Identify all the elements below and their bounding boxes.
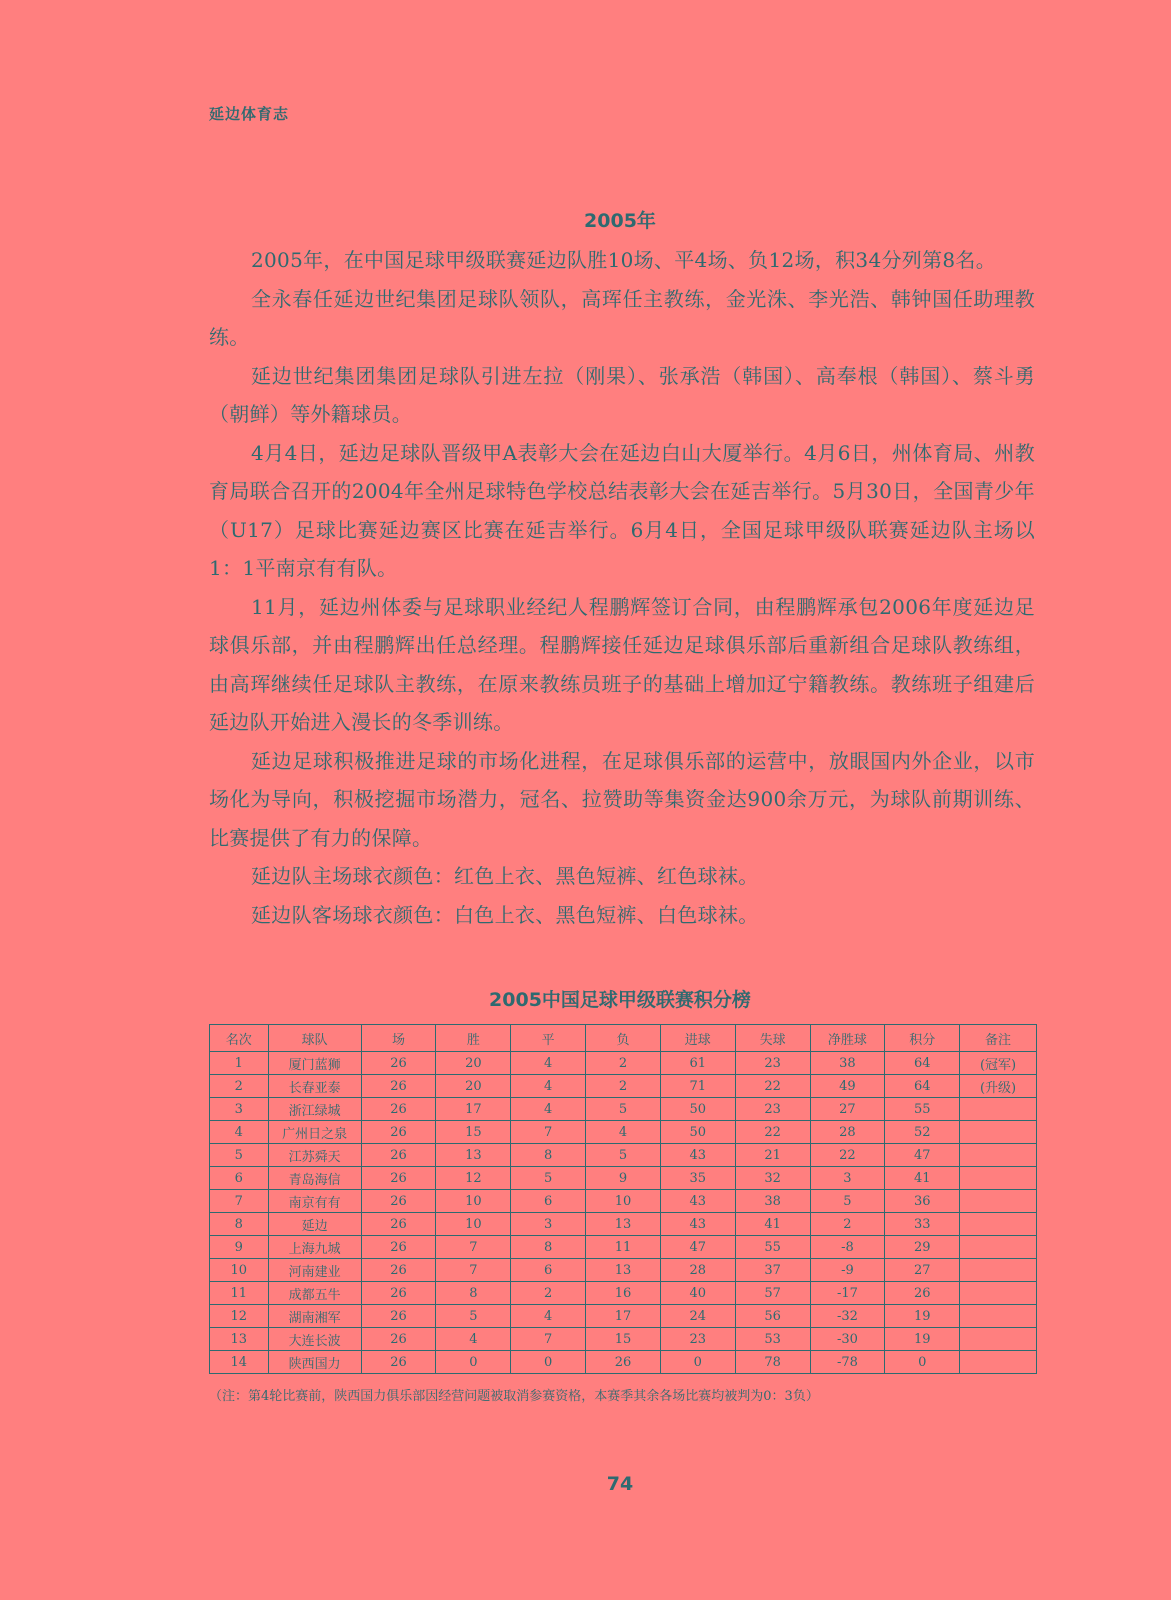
table-cell: 4 <box>210 1121 269 1144</box>
table-cell: 0 <box>885 1351 960 1374</box>
table-cell: 8 <box>511 1236 586 1259</box>
table-cell: 陕西国力 <box>268 1351 361 1374</box>
table-cell: 29 <box>885 1236 960 1259</box>
table-row <box>210 1052 1037 1075</box>
table-cell: 3 <box>810 1167 885 1190</box>
table-cell: 26 <box>361 1098 436 1121</box>
table-cell: 2 <box>586 1052 661 1075</box>
standings-table <box>209 1024 1037 1374</box>
table-cell: 13 <box>586 1213 661 1236</box>
table-cell: 71 <box>660 1075 735 1098</box>
table-cell: 24 <box>660 1305 735 1328</box>
table-cell: 41 <box>885 1167 960 1190</box>
table-row <box>210 1167 1037 1190</box>
table-cell: 0 <box>436 1351 511 1374</box>
table-cell: 47 <box>885 1144 960 1167</box>
running-header: 延边体育志 <box>209 105 290 123</box>
table-cell <box>960 1305 1037 1328</box>
paragraph: 全永春任延边世纪集团足球队领队，高珲任主教练，金光洙、李光浩、韩钟国任助理教练。 <box>209 286 1035 349</box>
table-cell <box>960 1121 1037 1144</box>
table-cell: 13 <box>436 1144 511 1167</box>
table-cell: 7 <box>511 1121 586 1144</box>
table-cell: 10 <box>436 1213 511 1236</box>
paragraph: 延边队主场球衣颜色：红色上衣、黑色短裤、红色球袜。 <box>251 864 759 888</box>
column-header: 进球 <box>660 1025 735 1052</box>
table-cell: 38 <box>735 1190 810 1213</box>
table-cell: 50 <box>660 1098 735 1121</box>
table-cell: 6 <box>511 1190 586 1213</box>
table-cell: 厦门蓝狮 <box>268 1052 361 1075</box>
table-cell: 52 <box>885 1121 960 1144</box>
table-cell: -17 <box>810 1282 885 1305</box>
table-cell: 成都五牛 <box>268 1282 361 1305</box>
table-cell: 青岛海信 <box>268 1167 361 1190</box>
table-cell: 26 <box>361 1305 436 1328</box>
table-cell: 5 <box>586 1098 661 1121</box>
table-row <box>210 1213 1037 1236</box>
table-cell: 17 <box>586 1305 661 1328</box>
table-cell: 47 <box>660 1236 735 1259</box>
table-cell: 61 <box>660 1052 735 1075</box>
table-cell: 10 <box>436 1190 511 1213</box>
table-cell: 20 <box>436 1052 511 1075</box>
table-cell: 43 <box>660 1144 735 1167</box>
table-cell: 3 <box>210 1098 269 1121</box>
table-cell: -30 <box>810 1328 885 1351</box>
table-row <box>210 1236 1037 1259</box>
table-cell: 23 <box>660 1328 735 1351</box>
table-row <box>210 1282 1037 1305</box>
table-cell: 32 <box>735 1167 810 1190</box>
table-cell: 49 <box>810 1075 885 1098</box>
page-number: 74 <box>606 1473 634 1495</box>
table-cell: 7 <box>436 1236 511 1259</box>
column-header: 胜 <box>436 1025 511 1052</box>
table-cell: 7 <box>511 1328 586 1351</box>
table-note: （注：第4轮比赛前，陕西国力俱乐部因经营问题被取消参赛资格，本赛季其余各场比赛均被判为0：3负） <box>209 1389 819 1404</box>
table-cell: 5 <box>810 1190 885 1213</box>
table-cell: -78 <box>810 1351 885 1374</box>
table-cell: 57 <box>735 1282 810 1305</box>
table-cell: 2 <box>586 1075 661 1098</box>
table-cell <box>960 1167 1037 1190</box>
table-cell: 41 <box>735 1213 810 1236</box>
table-cell: 5 <box>436 1305 511 1328</box>
table-cell: 26 <box>361 1167 436 1190</box>
table-row <box>210 1328 1037 1351</box>
table-cell <box>960 1144 1037 1167</box>
table-cell <box>960 1328 1037 1351</box>
table-cell: 26 <box>361 1351 436 1374</box>
table-cell: (升级) <box>960 1075 1037 1098</box>
table-cell: 53 <box>735 1328 810 1351</box>
table-cell: 26 <box>361 1075 436 1098</box>
table-cell: 16 <box>586 1282 661 1305</box>
table-cell: 38 <box>810 1052 885 1075</box>
table-cell: 37 <box>735 1259 810 1282</box>
table-cell: 64 <box>885 1052 960 1075</box>
column-header: 净胜球 <box>810 1025 885 1052</box>
table-cell: 21 <box>735 1144 810 1167</box>
table-cell: 23 <box>735 1098 810 1121</box>
table-cell: -8 <box>810 1236 885 1259</box>
table-cell: 2 <box>511 1282 586 1305</box>
table-cell: 上海九城 <box>268 1236 361 1259</box>
table-cell: 2 <box>210 1075 269 1098</box>
table-cell: 19 <box>885 1305 960 1328</box>
table-cell: 22 <box>735 1075 810 1098</box>
table-cell: -9 <box>810 1259 885 1282</box>
table-cell: 78 <box>735 1351 810 1374</box>
column-header: 平 <box>511 1025 586 1052</box>
table-cell: 11 <box>210 1282 269 1305</box>
table-cell: 4 <box>436 1328 511 1351</box>
table-cell: 0 <box>660 1351 735 1374</box>
table-cell: 9 <box>586 1167 661 1190</box>
table-cell: 26 <box>361 1052 436 1075</box>
table-row <box>210 1190 1037 1213</box>
table-cell: 大连长波 <box>268 1328 361 1351</box>
table-cell: 26 <box>361 1144 436 1167</box>
table-cell: 26 <box>361 1328 436 1351</box>
table-cell: 35 <box>660 1167 735 1190</box>
table-cell <box>960 1098 1037 1121</box>
table-cell: 55 <box>735 1236 810 1259</box>
table-cell: 20 <box>436 1075 511 1098</box>
table-cell: 湖南湘军 <box>268 1305 361 1328</box>
table-row <box>210 1259 1037 1282</box>
table-cell: 17 <box>436 1098 511 1121</box>
table-cell: 26 <box>361 1259 436 1282</box>
column-header: 负 <box>586 1025 661 1052</box>
table-cell: 33 <box>885 1213 960 1236</box>
table-cell: 19 <box>885 1328 960 1351</box>
table-cell: 5 <box>586 1144 661 1167</box>
table-cell <box>960 1259 1037 1282</box>
table-cell: 26 <box>361 1121 436 1144</box>
table-cell: 江苏舜天 <box>268 1144 361 1167</box>
section-title: 2005年 <box>584 210 656 232</box>
table-cell: 23 <box>735 1052 810 1075</box>
table-cell: 28 <box>810 1121 885 1144</box>
table-cell: 56 <box>735 1305 810 1328</box>
table-cell: 9 <box>210 1236 269 1259</box>
table-cell: 26 <box>361 1213 436 1236</box>
table-cell: 43 <box>660 1190 735 1213</box>
table-cell: 26 <box>361 1190 436 1213</box>
table-cell: 浙江绿城 <box>268 1098 361 1121</box>
table-cell: 2 <box>810 1213 885 1236</box>
table-cell: 3 <box>511 1213 586 1236</box>
table-cell: 12 <box>210 1305 269 1328</box>
table-cell: 15 <box>586 1328 661 1351</box>
table-title: 2005中国足球甲级联赛积分榜 <box>489 989 751 1011</box>
table-cell: 43 <box>660 1213 735 1236</box>
column-header: 备注 <box>960 1025 1037 1052</box>
table-cell: 26 <box>586 1351 661 1374</box>
table-cell: (冠军) <box>960 1052 1037 1075</box>
table-cell <box>960 1190 1037 1213</box>
column-header: 积分 <box>885 1025 960 1052</box>
table-cell: 50 <box>660 1121 735 1144</box>
table-cell: 28 <box>660 1259 735 1282</box>
table-cell: 河南建业 <box>268 1259 361 1282</box>
table-header-row <box>210 1025 1037 1052</box>
table-cell: 延边 <box>268 1213 361 1236</box>
table-cell: 26 <box>361 1236 436 1259</box>
paragraph: 4月4日，延边足球队晋级甲A表彰大会在延边白山大厦举行。4月6日，州体育局、州教育局联合召开的2004年全州足球特色学校总结表彰大会在延吉举行。5月30日，全国青少年（U17）足球比赛延边赛区比赛在延吉举行。6月4日，全国足球甲级队联赛延边队主场以1：1平南京有有队。 <box>209 440 1035 580</box>
table-cell: 26 <box>361 1282 436 1305</box>
table-cell: 6 <box>511 1259 586 1282</box>
table-cell: 8 <box>436 1282 511 1305</box>
paragraph: 11月，延边州体委与足球职业经纪人程鹏辉签订合同，由程鹏辉承包2006年度延边足球俱乐部，并由程鹏辉出任总经理。程鹏辉接任延边足球俱乐部后重新组合足球队教练组，由高珲继续任足球队主教练，在原来教练员班子的基础上增加辽宁籍教练。教练班子组建后延边队开始进入漫长的冬季训练。 <box>209 594 1035 734</box>
table-cell <box>960 1282 1037 1305</box>
table-cell: 7 <box>436 1259 511 1282</box>
table-cell: 13 <box>210 1328 269 1351</box>
table-row <box>210 1144 1037 1167</box>
column-header: 球队 <box>268 1025 361 1052</box>
table-cell: 13 <box>586 1259 661 1282</box>
table-cell: 5 <box>210 1144 269 1167</box>
table-cell: -32 <box>810 1305 885 1328</box>
table-cell: 4 <box>511 1305 586 1328</box>
table-cell: 15 <box>436 1121 511 1144</box>
table-cell: 4 <box>511 1098 586 1121</box>
table-cell: 11 <box>586 1236 661 1259</box>
table-cell: 22 <box>810 1144 885 1167</box>
paragraph: 2005年，在中国足球甲级联赛延边队胜10场、平4场、负12场，积34分列第8名。 <box>251 248 996 272</box>
table-cell: 55 <box>885 1098 960 1121</box>
table-cell: 14 <box>210 1351 269 1374</box>
table-cell: 广州日之泉 <box>268 1121 361 1144</box>
table-cell: 26 <box>885 1282 960 1305</box>
table-cell: 5 <box>511 1167 586 1190</box>
column-header: 场 <box>361 1025 436 1052</box>
table-cell: 36 <box>885 1190 960 1213</box>
table-cell: 6 <box>210 1167 269 1190</box>
table-cell: 4 <box>586 1121 661 1144</box>
body-text <box>209 241 1035 934</box>
table-cell: 4 <box>511 1075 586 1098</box>
table-cell: 27 <box>810 1098 885 1121</box>
table-row <box>210 1305 1037 1328</box>
table-row <box>210 1098 1037 1121</box>
table-cell: 8 <box>210 1213 269 1236</box>
table-cell: 64 <box>885 1075 960 1098</box>
paragraph: 延边世纪集团集团足球队引进左拉（刚果）、张承浩（韩国）、高奉根（韩国）、蔡斗勇（朝鲜）等外籍球员。 <box>209 363 1035 426</box>
table-cell: 8 <box>511 1144 586 1167</box>
table-row <box>210 1121 1037 1144</box>
table-cell <box>960 1236 1037 1259</box>
table-cell: 12 <box>436 1167 511 1190</box>
paragraph: 延边足球积极推进足球的市场化进程，在足球俱乐部的运营中，放眼国内外企业，以市场化为导向，积极挖掘市场潜力，冠名、拉赞助等集资金达900余万元，为球队前期训练、比赛提供了有力的保障。 <box>209 748 1035 850</box>
table-cell: 1 <box>210 1052 269 1075</box>
table-cell: 7 <box>210 1190 269 1213</box>
table-cell: 10 <box>210 1259 269 1282</box>
table-cell: 40 <box>660 1282 735 1305</box>
column-header: 失球 <box>735 1025 810 1052</box>
table-cell: 0 <box>511 1351 586 1374</box>
table-cell: 4 <box>511 1052 586 1075</box>
table-row <box>210 1351 1037 1374</box>
table-cell: 27 <box>885 1259 960 1282</box>
column-header: 名次 <box>210 1025 269 1052</box>
table-cell: 南京有有 <box>268 1190 361 1213</box>
table-cell: 22 <box>735 1121 810 1144</box>
table-cell: 长春亚泰 <box>268 1075 361 1098</box>
table-cell: 10 <box>586 1190 661 1213</box>
table-cell <box>960 1213 1037 1236</box>
table-row <box>210 1075 1037 1098</box>
paragraph: 延边队客场球衣颜色：白色上衣、黑色短裤、白色球袜。 <box>251 902 759 927</box>
table-cell <box>960 1351 1037 1374</box>
